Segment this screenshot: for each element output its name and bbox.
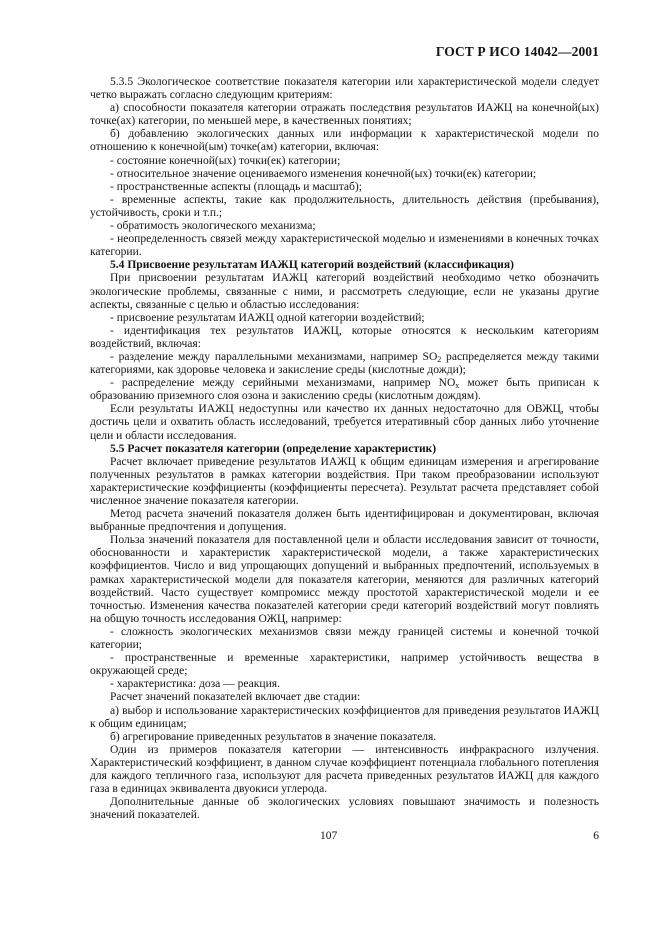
list-item: - сложность экологических механизмов связи между границей системы и конечной точкой категории; bbox=[90, 625, 599, 652]
list-item: - идентификация тех результатов ИАЖЦ, которые относятся к нескольким категориям воздействий, включая: bbox=[90, 324, 599, 350]
paragraph: Дополнительные данные об экологических условиях повышают значимость и полезность значений показателей. bbox=[90, 796, 599, 822]
list-item: - присвоение результатам ИАЖЦ одной категории воздействий; bbox=[110, 311, 425, 324]
paragraph: Расчет значений показателей включает две стадии: bbox=[110, 691, 361, 704]
paragraph: Если результаты ИАЖЦ недоступны или качество их данных недостаточно для ОВЖЦ, чтобы достичь цели и охватить область исследований, требуется итеративный сбор данных либо уточнение цели и области исследования. bbox=[90, 403, 599, 442]
text-span: распределяется между такими категориями, как здоровье человека и закисление среды (кислотные дожди); bbox=[90, 350, 600, 377]
paragraph: Метод расчета значений показателя должен быть идентифицирован и документирован, включая выбранные предпочтения и допущения. bbox=[90, 508, 599, 534]
section-heading-5-4: 5.4 Присвоение результатам ИАЖЦ категорий воздействий (классификация) bbox=[110, 259, 514, 272]
list-item: - временные аспекты, такие как продолжительность, длительность действия (пребывания), устойчивость, сроки и т.п.; bbox=[90, 193, 599, 219]
list-item: - обратимость экологического механизма; bbox=[110, 220, 316, 233]
subscript: x bbox=[455, 381, 460, 391]
list-item: - относительное значение оцениваемого изменения конечной(ых) точки(ек) категории; bbox=[110, 167, 537, 180]
text-span: может быть приписан к образованию приземного слоя озона и закислению среды (кислотным дождям). bbox=[90, 377, 599, 403]
list-item: - характеристика: доза — реакция. bbox=[110, 678, 280, 691]
subscript: 2 bbox=[437, 354, 442, 364]
list-item: б) добавлению экологических данных или информации к характеристической модели по отношению к конечной(ым) точке(ам) категории, включая: bbox=[90, 128, 599, 154]
paragraph-5-3-5: 5.3.5 Экологическое соответствие показателя категории или характеристической модели следует четко выражать согласно следующим критериям: bbox=[90, 76, 599, 102]
document-body bbox=[90, 76, 599, 822]
text-span: - разделение между параллельными механизмами, например SO bbox=[110, 350, 438, 363]
paragraph: Польза значений показателя для поставленной цели и области исследования зависит от точности, обоснованности и характеристик характеристической модели, а также характеристических коэффициентов. Число и вид упрощающих допущений и выбранных предпочтений, используемых в рамках характеристической модели для показателя категории, меняются для различных категорий воздействий. Часто существует компромисс между простотой характеристической модели и ее точностью. Изменения качества показателей категории среди категорий воздействий могут повлиять на общую точность исследования ОЖЦ, например: bbox=[90, 534, 599, 625]
list-item: - пространственные аспекты (площадь и масштаб); bbox=[110, 180, 362, 193]
list-item: а) выбор и использование характеристических коэффициентов для приведения результатов ИАЖЦ к общим единицам; bbox=[90, 704, 599, 730]
text-span: - распределение между серийными механизмами, например NO bbox=[110, 377, 456, 390]
sheet-number: 6 bbox=[593, 830, 599, 842]
paragraph: Один из примеров показателя категории — интенсивность инфракрасного излучения. Характеристический коэффициент, в данном случае коэффициент потенциала глобального потепления для каждого тепличного газа, используют для расчета приведенных результатов ИАЖЦ для каждого газа в единицах эквивалента двуокиси углерода. bbox=[90, 743, 599, 796]
standard-code-header: ГОСТ Р ИСО 14042—2001 bbox=[435, 44, 599, 59]
list-item: а) способности показателя категории отражать последствия результатов ИАЖЦ на конечной(ых) точке(ах) категории, по меньшей мере, в качественных понятиях; bbox=[90, 102, 599, 128]
list-item bbox=[90, 351, 599, 377]
list-item: - пространственные и временные характеристики, например устойчивость вещества в окружающей среде; bbox=[90, 652, 599, 678]
list-item: б) агрегирование приведенных результатов в значение показателя. bbox=[110, 730, 437, 743]
paragraph: Расчет включает приведение результатов ИАЖЦ к общим единицам измерения и агрегирование полученных результатов в рамках категории воздействия. При таком преобразовании используют характеристические коэффициенты (коэффициенты пересчета). Результат расчета представляет собой численное значение показателя категории. bbox=[90, 455, 599, 507]
page-number: 107 bbox=[320, 830, 338, 842]
list-item: - состояние конечной(ых) точки(ек) категории; bbox=[110, 154, 341, 167]
list-item bbox=[90, 377, 599, 403]
list-item: - неопределенность связей между характеристической моделью и изменениями в конечных точках категории. bbox=[90, 233, 599, 259]
section-heading-5-5: 5.5 Расчет показателя категории (определение характеристик) bbox=[110, 442, 437, 455]
paragraph: При присвоении результатам ИАЖЦ категорий воздействий необходимо четко обозначить экологические проблемы, связанные с ними, и рассмотреть следующие, если не указаны другие аспекты, связанные с целью и областью исследования: bbox=[90, 272, 599, 311]
